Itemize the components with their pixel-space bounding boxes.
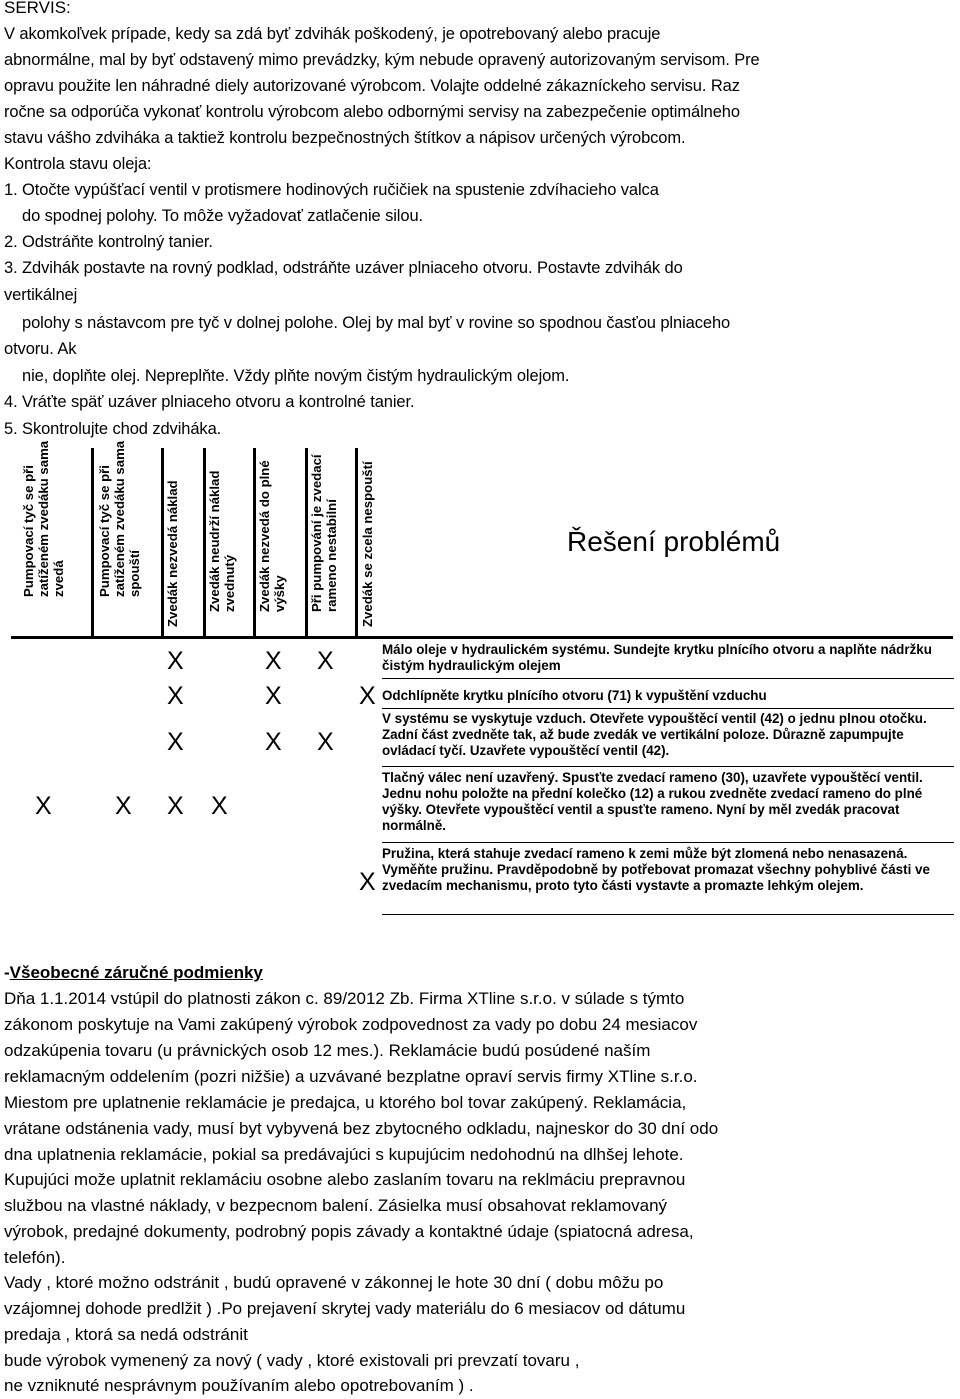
x-mark: X (317, 647, 334, 675)
x-mark: X (35, 792, 52, 820)
servis-step: 5. Skontrolujte chod zdviháka. (4, 420, 222, 438)
x-mark: X (211, 792, 228, 820)
warranty-line: predaja , ktorá sa nedá odstránit (4, 1325, 248, 1344)
column-divider (253, 448, 256, 638)
column-header: Při pumpování je zvedací rameno nestabilní (309, 454, 339, 612)
servis-line: V akomkoľvek prípade, kedy sa zdá byť zdvihák poškodený, je opotrebovaný alebo pracuje (4, 25, 661, 43)
warranty-line: ne vzniknuté nesprávnym používaním alebo opotrebovaním ) . (4, 1376, 474, 1395)
servis-step: 3. Zdvihák postavte na rovný podklad, odstráňte uzáver plniaceho otvoru. Postavte zdvihák do (4, 259, 683, 277)
servis-step: nie, doplňte olej. Nepreplňte. Vždy plňte novým čistým hydraulickým olejom. (22, 367, 570, 385)
servis-step: polohy s nástavcom pre tyč v dolnej polohe. Olej by mal byť v rovine so spodnou časťou plniaceho (22, 314, 731, 332)
servis-line: stavu vášho zdviháka a taktiež kontrolu bezpečnostných štítkov a nápisov určených výrobcom. (4, 129, 686, 147)
warranty-line: vrátane odstánenia vady, musí byt vybyvená bez zbytocného odkladu, najneskor do 30 dní odo (4, 1119, 719, 1138)
warranty-line: vzájomnej dohode predlžit ) .Po prejavení skrytej vady materiálu do 6 mesiacov od dátumu (4, 1299, 686, 1318)
warranty-line: zákonom poskytuje na Vami zakúpený výrobok zodpovednost za vady po dobu 24 mesiacov (4, 1015, 698, 1034)
x-mark: X (167, 792, 184, 820)
x-mark: X (115, 792, 132, 820)
solution-text: Odchlípněte krytku plnícího otvoru (71) k vypuštění vzduchu (382, 688, 767, 703)
servis-step: vertikálnej (4, 286, 78, 304)
warranty-line: reklamacným oddelením (pozri nižšie) a uzvávané bezplatne opraví servis firmy XTline s.r.o. (4, 1067, 698, 1086)
warranty-line: telefón). (4, 1248, 66, 1267)
row-rule (382, 766, 954, 767)
warranty-line: Miestom pre uplatnenie reklamácie je predajca, u ktorého bol tovar zakúpený. Reklamácia, (4, 1093, 687, 1112)
row-rule (382, 914, 954, 915)
figure-title: Řešení problémů (567, 526, 781, 557)
row-rule (382, 842, 954, 843)
servis-heading: SERVIS: (4, 0, 71, 17)
x-mark: X (167, 647, 184, 675)
x-mark: X (265, 728, 282, 756)
servis-line: ročne sa odporúča vykonať kontrolu výrobcom alebo odbornými servisy na zabezpečenie optimálneho (4, 103, 740, 121)
x-mark: X (265, 682, 282, 710)
servis-step: 1. Otočte vypúšťací ventil v protismere hodinových ručičiek na spustenie zdvíhacieho valca (4, 181, 659, 199)
servis-step: 4. Vráťte späť uzáver plniaceho otvoru a kontrolné tanier. (4, 393, 415, 411)
servis-line: abnormálne, mal by byť odstavený mimo prevádzky, kým nebude opravený autorizovaným servisom. Pre (4, 51, 760, 69)
troubleshooting-table (7, 440, 957, 918)
servis-line: opravu použite len náhradné diely autorizované výrobcom. Volajte oddelné zákazníckeho servisu. Raz (4, 77, 740, 95)
column-divider (91, 448, 94, 638)
column-header: Pumpovací tyč se při zatíženém zvedáku sama spouští (97, 440, 142, 597)
warranty-line: službou na vlastné náklady, v bezpecnom balení. Zásielka musí obsahovat reklamovaný (4, 1196, 668, 1215)
servis-step: 2. Odstráňte kontrolný tanier. (4, 233, 213, 251)
servis-subheading: Kontrola stavu oleja: (4, 155, 152, 173)
column-divider (203, 448, 206, 638)
warranty-line: dna uplatnenia reklamácie, pokial sa predávajúci s kupujúcim nedohodnú na dlhšej lehote. (4, 1145, 684, 1164)
x-mark: X (265, 647, 282, 675)
column-header: Zvedák nezvedá do plné výšky (257, 460, 287, 612)
warranty-line: Vady , ktoré možno odstránit , budú opravené v zákonnej le hote 30 dní ( dobu môžu po (4, 1273, 664, 1292)
row-rule (382, 708, 954, 709)
column-divider (161, 448, 164, 638)
warranty-line: Dňa 1.1.2014 vstúpil do platnosti zákon c. 89/2012 Zb. Firma XTline s.r.o. v súlade s týmto (4, 989, 685, 1008)
warranty-line: bude výrobok vymenený za nový ( vady , ktoré existovali pri prevzatí tovaru , (4, 1351, 580, 1370)
column-header: Zvedák se zcela nespouští (360, 461, 375, 627)
x-mark: X (317, 728, 334, 756)
x-mark: X (167, 728, 184, 756)
x-mark: X (359, 868, 376, 896)
column-header: Pumpovací tyč se při zatíženém zvedáku sama zvedá (21, 440, 66, 597)
warranty-line: odzakúpenia tovaru (u právnických osob 12 mes.). Reklamácie budú posúdené naším (4, 1041, 651, 1060)
x-mark: X (359, 682, 376, 710)
warranty-line: Kupujúci može uplatnit reklamáciu osobne alebo zaslaním tovaru na reklmáciu prepravnou (4, 1170, 686, 1189)
row-rule (382, 678, 954, 679)
servis-step: do spodnej polohy. To môže vyžadovať zatlačenie silou. (22, 207, 424, 225)
column-divider (355, 448, 358, 638)
solution-text: Málo oleje v hydraulickém systému. Sundejte krytku plnícího otvoru a naplňte nádržku čistým hydraulickým olejem (382, 642, 936, 673)
x-mark: X (167, 682, 184, 710)
solution-text: V systému se vyskytuje vzduch. Otevřete vypouštěcí ventil (42) o jednu plnou otočku. Zadní část zvedněte tak, až bude zvedák ve vertikální poloze. Důrazně zapumpujte ovládací tyčí. Uzavřete vypouštěcí ventil (42). (382, 711, 931, 758)
column-divider (305, 448, 308, 638)
column-header: Zvedák neudrží náklad zvednutý (207, 470, 237, 612)
header-rule (11, 636, 953, 639)
column-header: Zvedák nezvedá náklad (165, 480, 180, 627)
servis-step: otvoru. Ak (4, 340, 77, 358)
solution-text: Pružina, která stahuje zvedací rameno k zemi může být zlomená nebo nenasazená. Vyměňte pružinu. Pravděpodobně by potřebovat promazat všechny pohyblivé části ve zvedacím mechanismu, proto tyto části vystavte a promazte lehkým olejem. (382, 846, 934, 893)
warranty-line: výrobok, predajné dokumenty, podrobný popis závady a kontaktné údaje (spiatocná adresa, (4, 1222, 694, 1241)
warranty-heading: -Všeobecné záručné podmienky (4, 963, 263, 982)
solution-text: Tlačný válec není uzavřený. Spusťte zvedací rameno (30), uzavřete vypouštěcí ventil. Jednu nohu položte na přední kolečko (12) a rukou zvedněte zvedací rameno do plné výšky. Otevřete vypouštěcí ventil a spusťte rameno. Nyní by měl zvedák pracovat normálně. (382, 770, 927, 833)
